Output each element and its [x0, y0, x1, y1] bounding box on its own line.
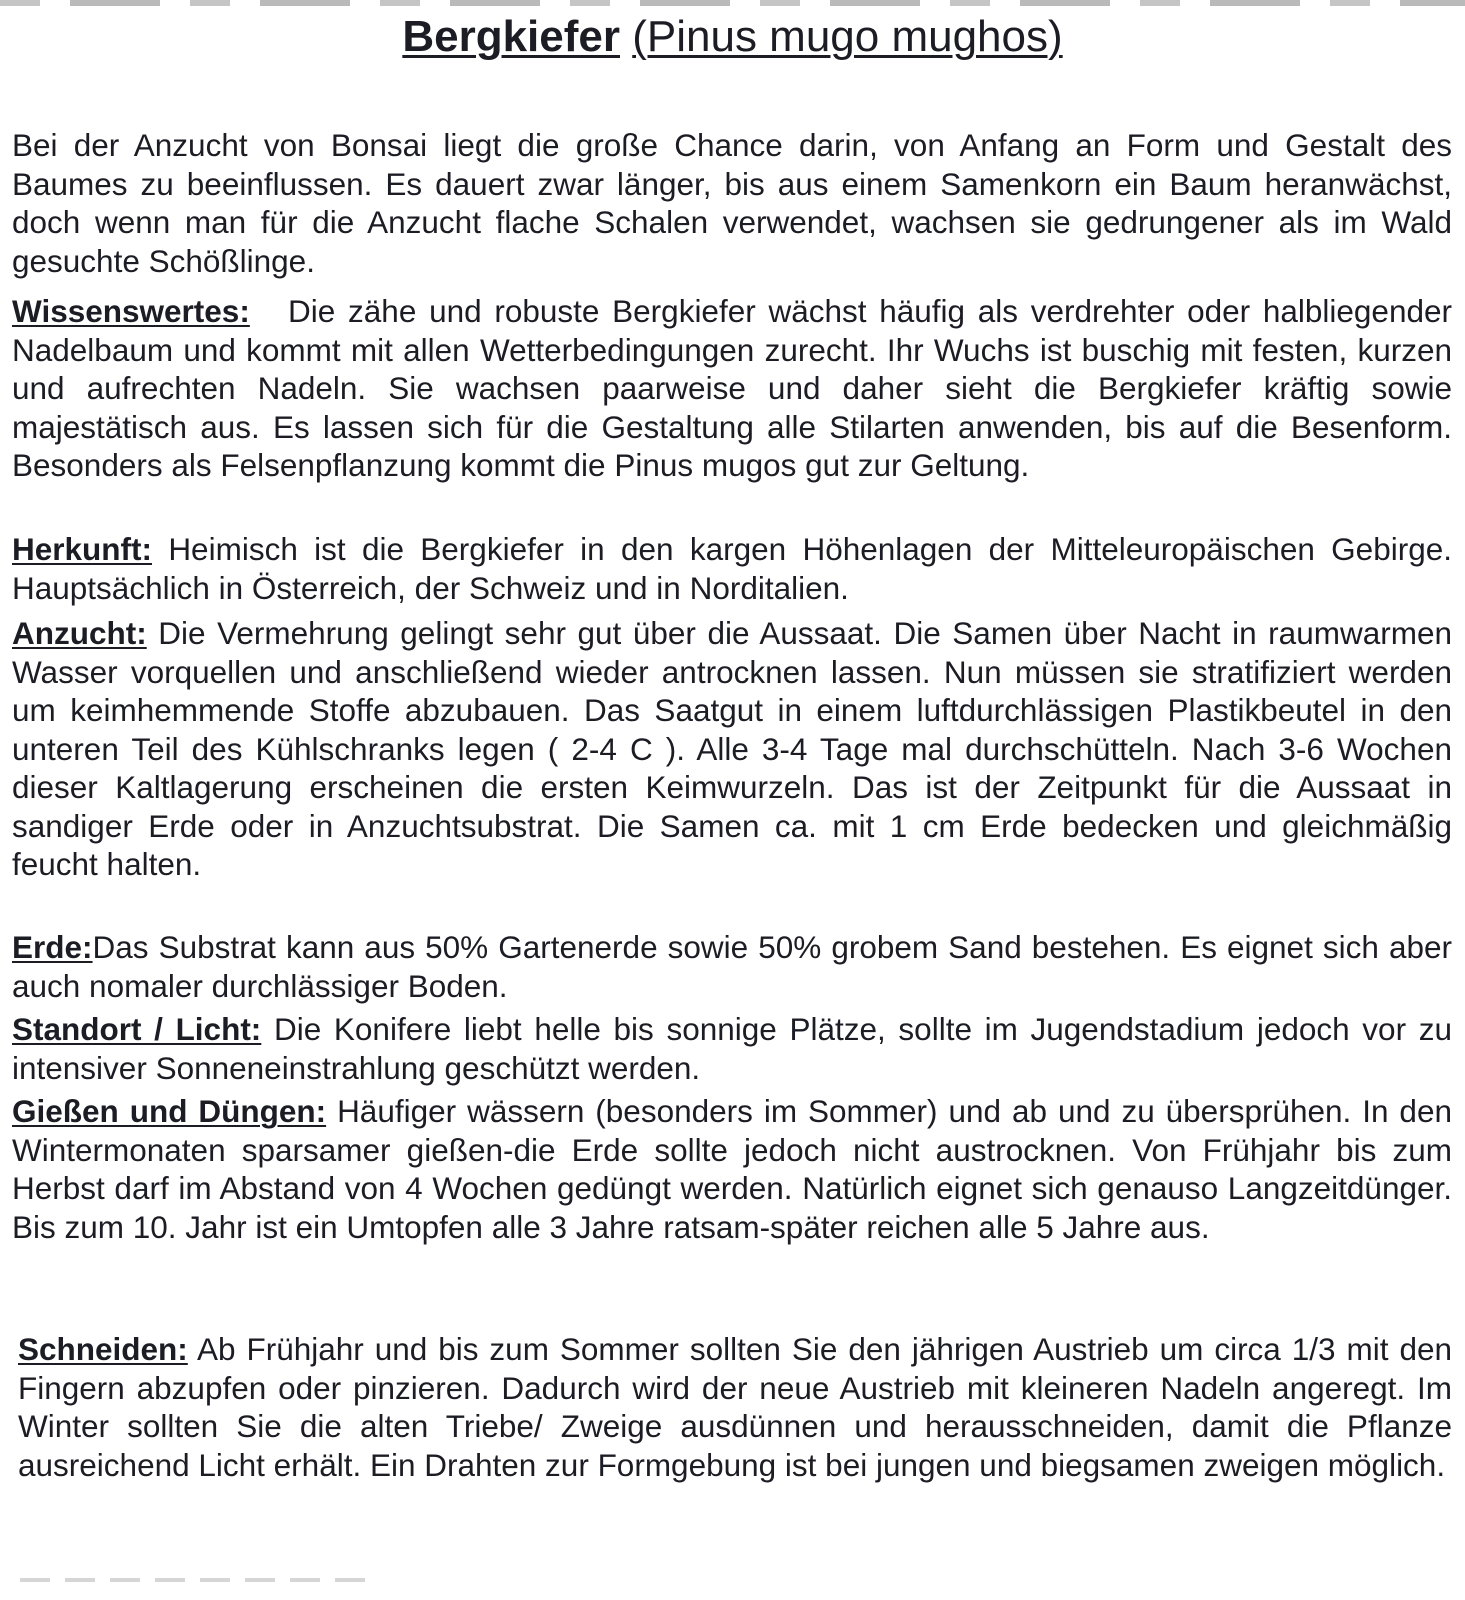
- section-schneiden: [18, 1330, 1452, 1484]
- section-text: Heimisch ist die Bergkiefer in den kargen Höhenlagen der Mitteleuropäischen Gebirge. Hauptsächlich in Österreich, der Schweiz und in Norditalien.: [12, 531, 1452, 606]
- section-text: Ab Frühjahr und bis zum Sommer sollten Sie den jährigen Austrieb um circa 1/3 mit den Fingern abzupfen oder pinzieren. Dadurch wird der neue Austrieb mit kleineren Nadeln angeregt. Im Winter sollten Sie die alten Triebe/ Zweige ausdünnen und herausschneiden, damit die Pflanze ausreichend Licht erhält. Ein Drahten zur Formgebung ist bei jungen und biegsamen zweigen möglich.: [18, 1331, 1453, 1483]
- section-erde: [12, 928, 1452, 1005]
- section-label: Schneiden:: [18, 1331, 188, 1367]
- section-label: Herkunft:: [12, 531, 152, 567]
- section-text: Die zähe und robuste Bergkiefer wächst häufig als verdrehter oder halbliegender Nadelbaum und kommt mit allen Wetterbedingungen zurecht. Ihr Wuchs ist buschig mit festen, kurzen und aufrechten Nadeln. Sie wachsen paarweise und daher sieht die Bergkiefer kräftig sowie majestätisch aus. Es lassen sich für die Gestaltung alle Stilarten anwenden, bis auf die Besenform. Besonders als Felsenpflanzung kommt die Pinus mugos gut zur Geltung.: [12, 293, 1452, 483]
- section-text: Häufiger wässern (besonders im Sommer) und ab und zu übersprühen. In den Wintermonaten sparsamer gießen-die Erde sollte jedoch nicht austrocknen. Von Frühjahr bis zum Herbst darf im Abstand von 4 Wochen gedüngt werden. Natürlich eignet sich genauso Langzeitdünger. Bis zum 10. Jahr ist ein Umtopfen alle 3 Jahre ratsam-später reichen alle 5 Jahre aus.: [12, 1093, 1452, 1245]
- section-label: Standort / Licht:: [12, 1011, 262, 1047]
- section-herkunft: [12, 530, 1452, 607]
- section-text: Die Vermehrung gelingt sehr gut über die Aussaat. Die Samen über Nacht in raumwarmen Wasser vorquellen und anschließend wieder antrocknen lassen. Nun müssen sie stratifiziert werden um keimhemmende Stoffe abzubauen. Das Saatgut in einem luftdurchlässigen Plastikbeutel in den unteren Teil des Kühlschranks legen ( 2-4 C ). Alle 3-4 Tage mal durchschütteln. Nach 3-6 Wochen dieser Kaltlagerung erscheinen die ersten Keimwurzeln. Das ist der Zeitpunkt für die Aussaat in sandiger Erde oder in Anzuchtsubstrat. Die Samen ca. mit 1 cm Erde bedecken und gleichmäßig feucht halten.: [12, 615, 1452, 882]
- section-label: Wissenswertes:: [12, 293, 250, 329]
- section-giessen-duengen: [12, 1092, 1452, 1246]
- section-label: Anzucht:: [12, 615, 147, 651]
- title-common-name: Bergkiefer: [402, 12, 620, 61]
- title-latin-name: (Pinus mugo mughos): [632, 12, 1063, 61]
- section-anzucht: [12, 614, 1452, 884]
- section-text: Die Konifere liebt helle bis sonnige Plätze, sollte im Jugendstadium jedoch vor zu intensiver Sonneneinstrahlung geschützt werden.: [12, 1011, 1452, 1086]
- intro-paragraph: Bei der Anzucht von Bonsai liegt die große Chance darin, von Anfang an Form und Gestalt des Baumes zu beeinflussen. Es dauert zwar länger, bis aus einem Samenkorn ein Baum heranwächst, doch wenn man für die Anzucht flache Schalen verwendet, wachsen sie gedrungener als im Wald gesuchte Schößlinge.: [12, 127, 1452, 279]
- section-text: Das Substrat kann aus 50% Gartenerde sowie 50% grobem Sand bestehen. Es eignet sich aber auch nomaler durchlässiger Boden.: [12, 929, 1452, 1004]
- scan-artifact-bottom: [20, 1578, 380, 1582]
- page-title: [0, 8, 1465, 66]
- section-label: Erde:: [12, 929, 93, 965]
- section-label: Gießen und Düngen:: [12, 1093, 327, 1129]
- scan-artifact-top: [0, 0, 1465, 6]
- section-standort-licht: [12, 1010, 1452, 1087]
- section-wissenswertes: [12, 292, 1452, 485]
